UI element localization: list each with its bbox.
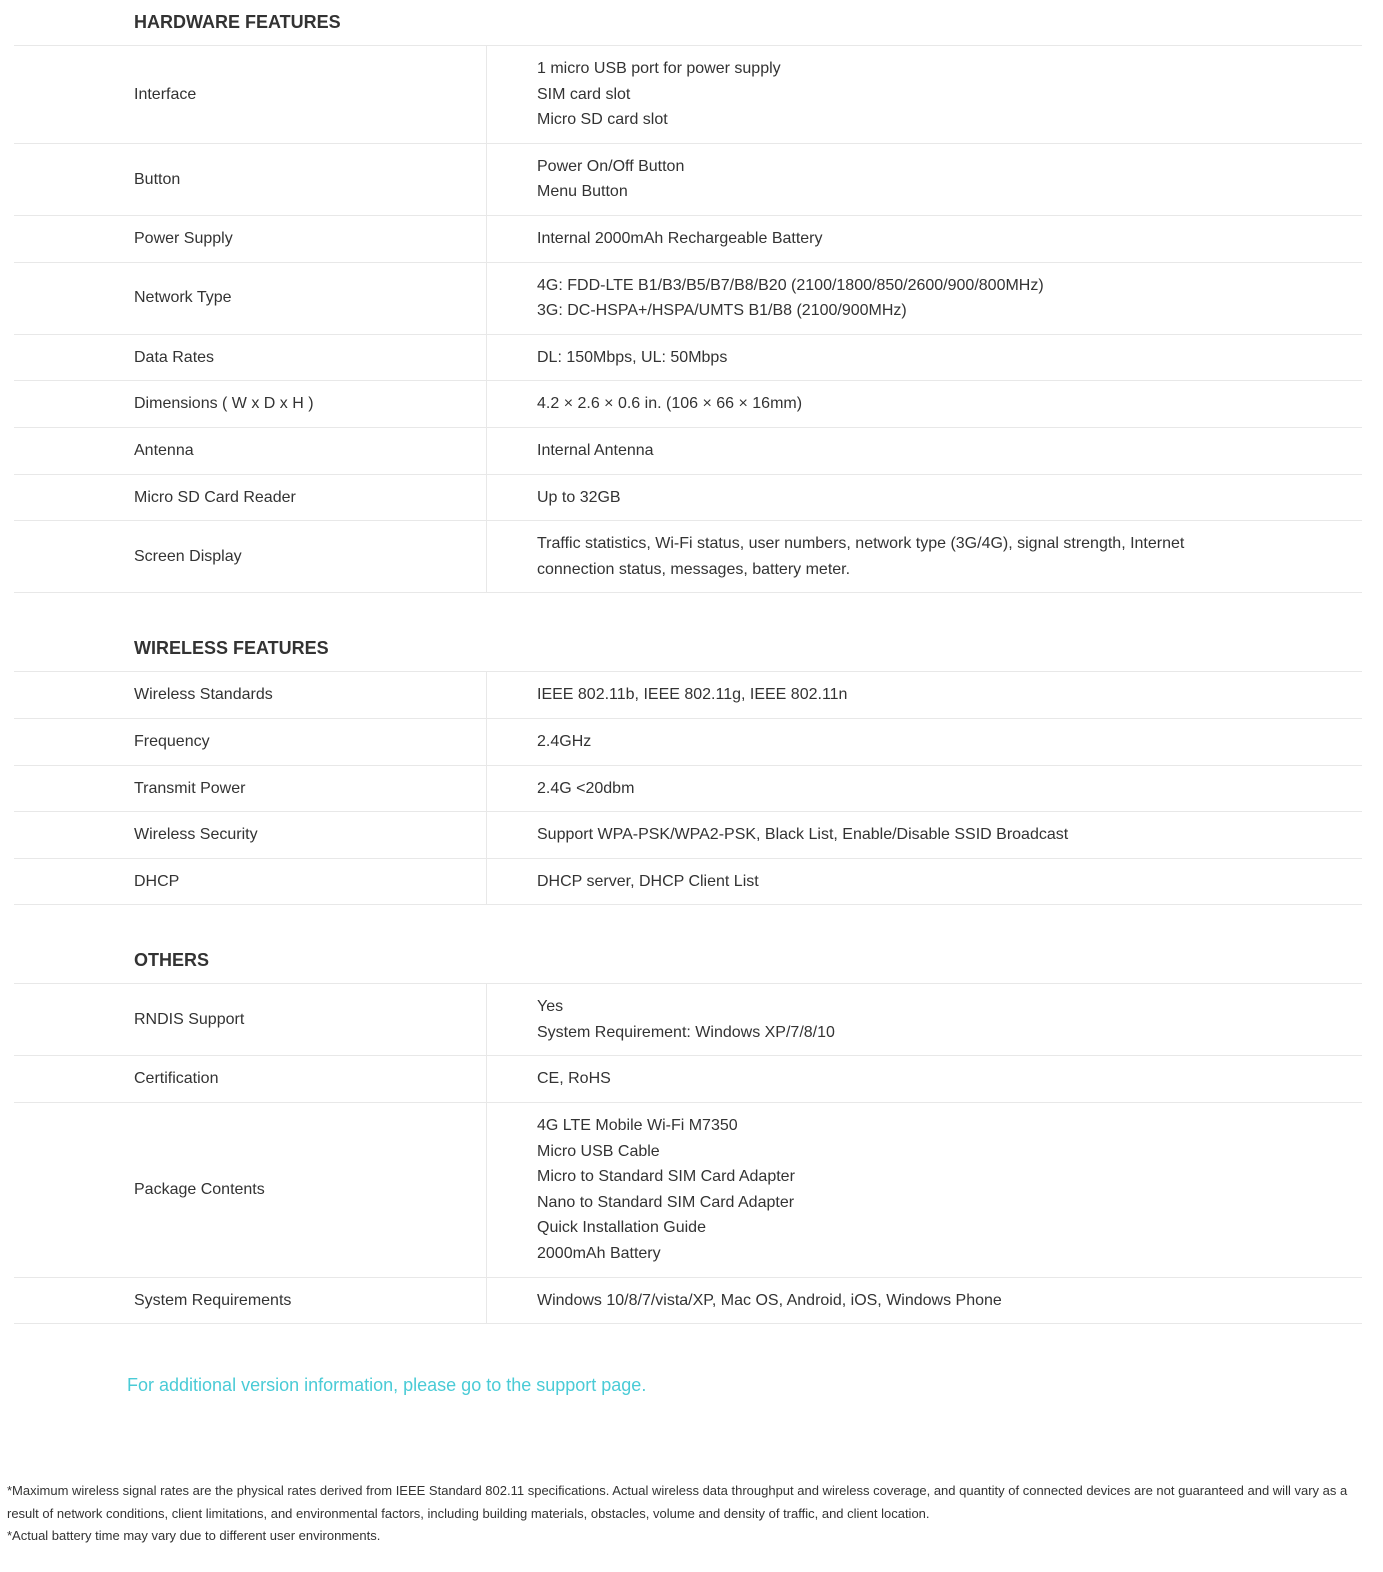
spec-value-line: 3G: DC-HSPA+/HSPA/UMTS B1/B8 (2100/900MHz) [537,302,907,320]
spec-value [487,46,1363,143]
spec-row [14,262,1362,334]
spec-section [14,593,1362,905]
spec-value [487,1103,1363,1278]
spec-value [487,143,1363,215]
spec-value-line: SIM card slot [537,85,631,103]
spec-label: Interface [14,46,487,143]
spec-value-line: Support WPA-PSK/WPA2-PSK, Black List, Enable/Disable SSID Broadcast [537,826,1069,844]
spec-value-line: Micro SD card slot [537,111,668,129]
spec-value-line: 4.2 × 2.6 × 0.6 in. (106 × 66 × 16mm) [537,395,803,413]
spec-label: Certification [14,1056,487,1103]
spec-label: Frequency [14,718,487,765]
specifications-table [14,0,1362,1324]
spec-label: Data Rates [14,334,487,381]
spec-table [14,984,1362,1324]
spec-row [14,812,1362,859]
spec-row [14,215,1362,262]
spec-row [14,1277,1362,1324]
spec-label: Power Supply [14,215,487,262]
spec-value [487,672,1363,718]
spec-value-line: CE, RoHS [537,1070,611,1088]
spec-label: Wireless Standards [14,672,487,718]
spec-table [14,672,1362,905]
spec-row [14,521,1362,593]
spec-value [487,984,1363,1056]
spec-value-line: Nano to Standard SIM Card Adapter [537,1193,795,1211]
spec-row [14,858,1362,905]
spec-value-line: 4G: FDD-LTE B1/B3/B5/B7/B8/B20 (2100/1800/850/2600/900/800MHz) [537,276,1044,294]
spec-value [487,474,1363,521]
spec-value-line: 1 micro USB port for power supply [537,60,781,77]
spec-value-line: 2.4GHz [537,732,592,750]
spec-value [487,1056,1363,1103]
section-title: OTHERS [14,905,1362,984]
spec-value-line: Up to 32GB [537,488,621,506]
spec-row [14,672,1362,718]
spec-label: Package Contents [14,1103,487,1278]
spec-row [14,984,1362,1056]
footnote-battery-time: *Actual battery time may vary due to different user environments. [7,1528,381,1543]
spec-label: Wireless Security [14,812,487,859]
spec-row [14,718,1362,765]
spec-value-line: DHCP server, DHCP Client List [537,872,759,890]
spec-row [14,46,1362,143]
spec-row [14,427,1362,474]
spec-label: Micro SD Card Reader [14,474,487,521]
spec-label: Button [14,143,487,215]
spec-value-line: 2.4G <20dbm [537,779,635,797]
spec-label: Network Type [14,262,487,334]
spec-row [14,765,1362,812]
spec-label: Antenna [14,427,487,474]
spec-label: System Requirements [14,1277,487,1324]
spec-value-line: Traffic statistics, Wi-Fi status, user numbers, network type (3G/4G), signal strength, Internet connection status, messages, battery meter. [537,535,1185,578]
spec-label: Screen Display [14,521,487,593]
spec-label: Transmit Power [14,765,487,812]
spec-value [487,381,1363,428]
spec-section [14,0,1362,593]
spec-value [487,521,1363,593]
spec-section [14,905,1362,1324]
spec-value-line: Quick Installation Guide [537,1219,706,1237]
section-title: WIRELESS FEATURES [14,593,1362,672]
spec-value [487,334,1363,381]
spec-row [14,1056,1362,1103]
spec-value [487,858,1363,905]
support-page-link[interactable]: For additional version information, please go to the support page. [127,1375,647,1395]
spec-label: Dimensions ( W x D x H ) [14,381,487,428]
spec-value [487,1277,1363,1324]
spec-row [14,474,1362,521]
footnotes [7,1480,1367,1548]
spec-row [14,1103,1362,1278]
spec-row [14,334,1362,381]
spec-value-line: Micro to Standard SIM Card Adapter [537,1168,795,1186]
spec-value [487,812,1363,859]
spec-value-line: IEEE 802.11b, IEEE 802.11g, IEEE 802.11n [537,686,848,704]
spec-value [487,765,1363,812]
spec-value-line: Power On/Off Button [537,157,685,175]
spec-value-line: Menu Button [537,183,628,201]
spec-table [14,46,1362,593]
spec-value-line: 4G LTE Mobile Wi-Fi M7350 [537,1117,738,1135]
spec-value [487,215,1363,262]
spec-label: DHCP [14,858,487,905]
spec-value-line: 2000mAh Battery [537,1245,661,1263]
spec-value-line: DL: 150Mbps, UL: 50Mbps [537,348,728,366]
spec-row [14,143,1362,215]
section-title: HARDWARE FEATURES [14,0,1362,46]
spec-value-line: Yes [537,998,564,1016]
footnote-signal-rates: *Maximum wireless signal rates are the physical rates derived from IEEE Standard 802.11 specifications. Actual wireless data throughput and wireless coverage, and quantity of connected devices are not guaranteed and will vary as a result of network conditions, client limitations, and environmental factors, including building materials, obstacles, volume and density of traffic, and client location. [7,1483,1348,1521]
spec-value-line: Internal Antenna [537,441,654,459]
spec-label: RNDIS Support [14,984,487,1056]
spec-value-line: Micro USB Cable [537,1142,660,1160]
spec-value-line: System Requirement: Windows XP/7/8/10 [537,1023,835,1041]
spec-value-line: Windows 10/8/7/vista/XP, Mac OS, Android, iOS, Windows Phone [537,1291,1002,1309]
spec-value [487,718,1363,765]
spec-row [14,381,1362,428]
spec-value-line: Internal 2000mAh Rechargeable Battery [537,229,823,247]
spec-value [487,262,1363,334]
spec-value [487,427,1363,474]
